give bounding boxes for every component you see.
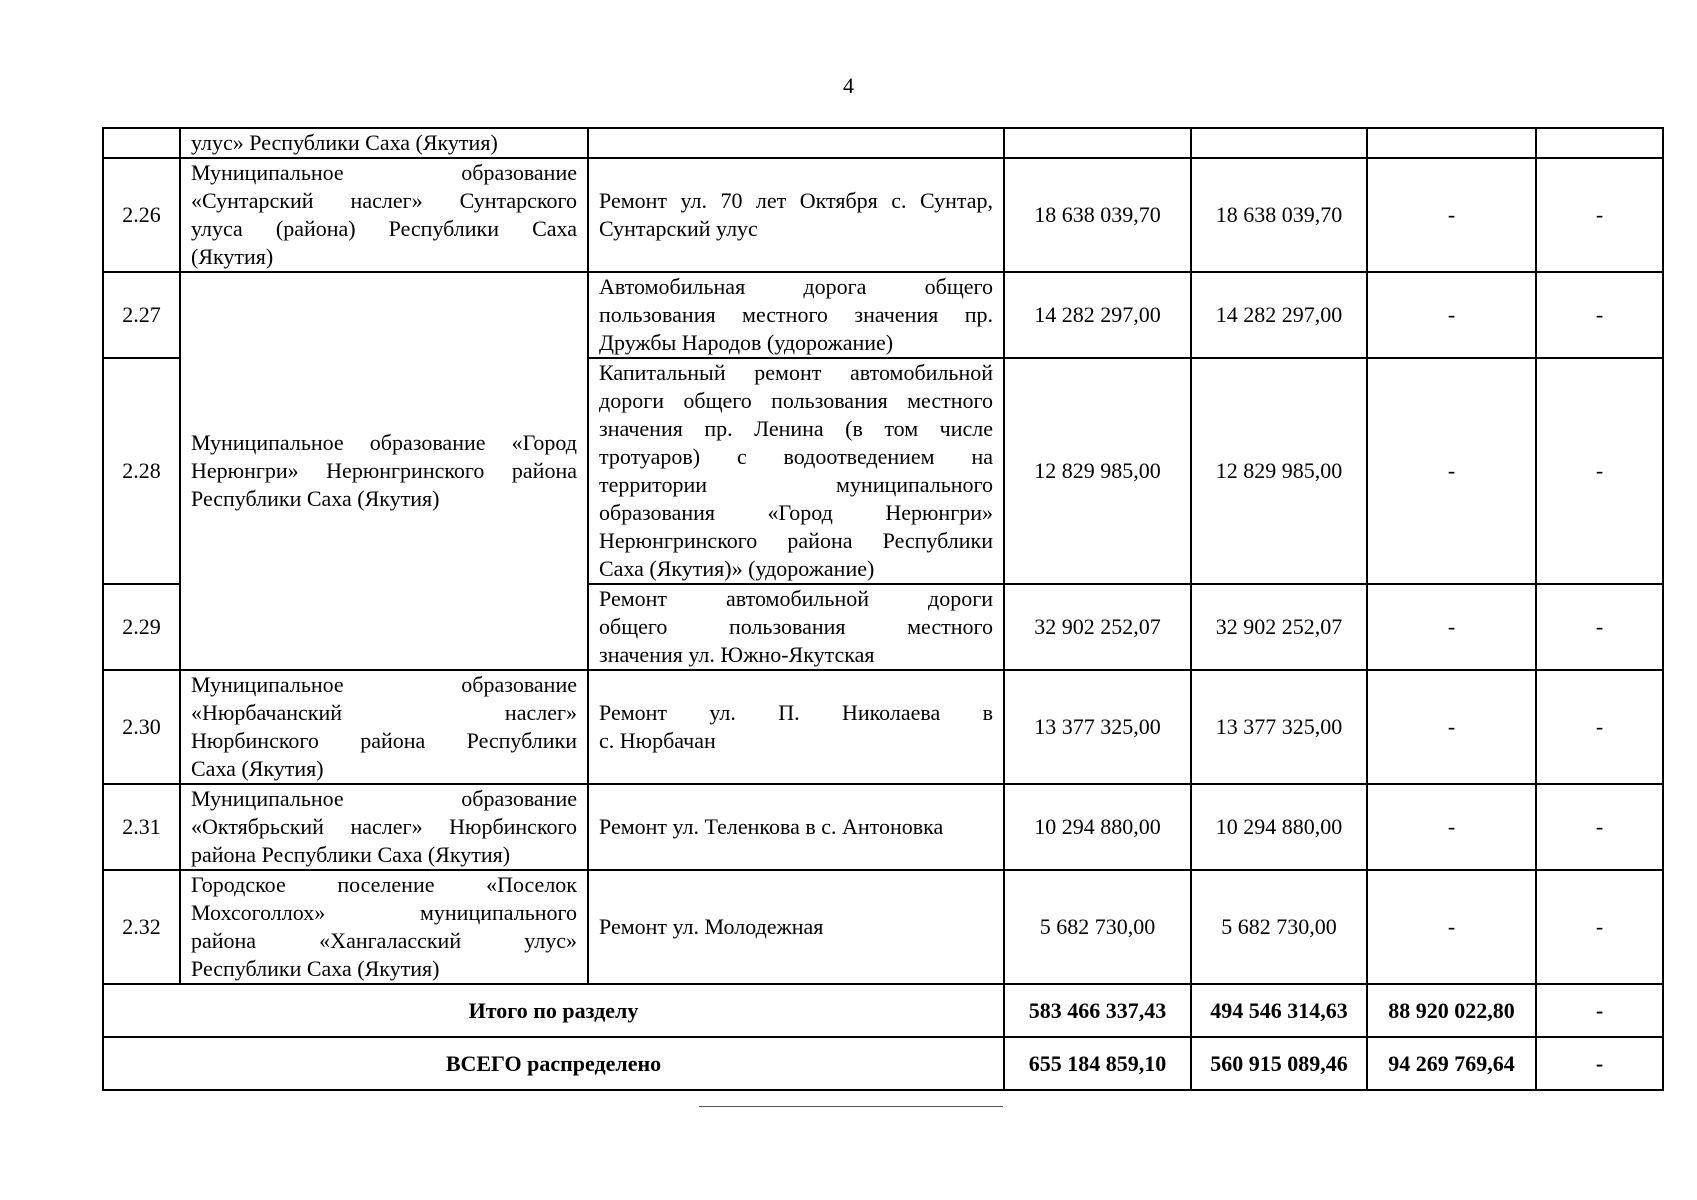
text-line: Нюрбинского района Республики	[191, 728, 577, 753]
other-amount-cell	[1536, 128, 1663, 158]
other-amount-cell: -	[1536, 784, 1663, 870]
row-number: 2.29	[103, 584, 180, 670]
row-number: 2.28	[103, 358, 180, 584]
text-line: дороги общего пользования местного	[599, 388, 993, 413]
total-amount-cell: 32 902 252,07	[1004, 584, 1191, 670]
text-line: Саха (Якутия)» (удорожание)	[599, 556, 875, 581]
regional-amount-cell: 14 282 297,00	[1191, 272, 1367, 358]
organization-cell	[180, 670, 588, 784]
total-amount-cell: 14 282 297,00	[1004, 272, 1191, 358]
text-line: пользования местного значения пр.	[599, 302, 993, 327]
regional-amount-cell: 5 682 730,00	[1191, 870, 1367, 984]
text-line: Дружбы Народов (удорожание)	[599, 330, 894, 355]
text-line: тротуаров) с водоотведением на	[599, 444, 993, 469]
text-line: Муниципальное образование	[191, 160, 577, 185]
text-line: (Якутия)	[191, 244, 274, 269]
organization-cell	[180, 158, 588, 272]
work-description-cell	[588, 272, 1004, 358]
footer-divider	[699, 1106, 1003, 1107]
text-line: Сунтарский улус	[599, 216, 758, 241]
grand-total-row	[103, 1037, 1663, 1090]
text-line: района «Хангаласский улус»	[191, 928, 577, 953]
text-line: «Нюрбачанский наслег»	[191, 700, 577, 725]
table-row	[103, 272, 1663, 358]
text-line: значения ул. Южно-Якутская	[599, 642, 875, 667]
grand-total-local: 94 269 769,64	[1367, 1037, 1536, 1090]
total-amount-cell: 12 829 985,00	[1004, 358, 1191, 584]
section-total-regional: 494 546 314,63	[1191, 984, 1367, 1037]
text-line: Ремонт автомобильной дороги	[599, 586, 993, 611]
total-amount-cell	[1004, 128, 1191, 158]
work-description-cell	[588, 128, 1004, 158]
organization-cell	[180, 128, 588, 158]
local-amount-cell: -	[1367, 358, 1536, 584]
row-number: 2.26	[103, 158, 180, 272]
local-amount-cell: -	[1367, 670, 1536, 784]
section-total-amount: 583 466 337,43	[1004, 984, 1191, 1037]
text-line: общего пользования местного	[599, 614, 993, 639]
total-amount-cell: 10 294 880,00	[1004, 784, 1191, 870]
work-description-cell	[588, 358, 1004, 584]
work-description-cell	[588, 670, 1004, 784]
text-line: Муниципальное образование «Город	[191, 430, 577, 455]
local-amount-cell: -	[1367, 870, 1536, 984]
table-row	[103, 870, 1663, 984]
table-row	[103, 158, 1663, 272]
table-row	[103, 784, 1663, 870]
local-amount-cell: -	[1367, 272, 1536, 358]
total-amount-cell: 5 682 730,00	[1004, 870, 1191, 984]
text-line: района Республики Саха (Якутия)	[191, 842, 511, 867]
regional-amount-cell: 13 377 325,00	[1191, 670, 1367, 784]
text-line: Ремонт ул. 70 лет Октября с. Сунтар,	[599, 188, 993, 213]
work-description-cell	[588, 784, 1004, 870]
text-line: Ремонт ул. П. Николаева в	[599, 700, 993, 725]
other-amount-cell: -	[1536, 358, 1663, 584]
local-amount-cell: -	[1367, 158, 1536, 272]
text-line: образования «Город Нерюнгри»	[599, 500, 993, 525]
page-number: 4	[843, 73, 854, 98]
row-number: 2.32	[103, 870, 180, 984]
organization-cell-merged	[180, 272, 588, 670]
section-total-row	[103, 984, 1663, 1037]
row-number: 2.31	[103, 784, 180, 870]
row-number: 2.30	[103, 670, 180, 784]
regional-amount-cell: 18 638 039,70	[1191, 158, 1367, 272]
section-total-other: -	[1536, 984, 1663, 1037]
text-line: территории муниципального	[599, 472, 993, 497]
text-line: Муниципальное образование	[191, 786, 577, 811]
regional-amount-cell: 32 902 252,07	[1191, 584, 1367, 670]
other-amount-cell: -	[1536, 272, 1663, 358]
text-line: Мохсоголлох» муниципального	[191, 900, 577, 925]
text-line: Нерюнгринского района Республики	[599, 528, 993, 553]
regional-amount-cell: 10 294 880,00	[1191, 784, 1367, 870]
organization-cell	[180, 784, 588, 870]
organization-cell	[180, 870, 588, 984]
other-amount-cell: -	[1536, 670, 1663, 784]
other-amount-cell: -	[1536, 870, 1663, 984]
other-amount-cell: -	[1536, 158, 1663, 272]
section-total-label: Итого по разделу	[103, 984, 1004, 1037]
row-number: 2.27	[103, 272, 180, 358]
grand-total-regional: 560 915 089,46	[1191, 1037, 1367, 1090]
regional-amount-cell: 12 829 985,00	[1191, 358, 1367, 584]
text-line: Нерюнгри» Нерюнгринского района	[191, 458, 577, 483]
regional-amount-cell	[1191, 128, 1367, 158]
text-line: Капитальный ремонт автомобильной	[599, 360, 993, 385]
grand-total-amount: 655 184 859,10	[1004, 1037, 1191, 1090]
table-row	[103, 670, 1663, 784]
grand-total-other: -	[1536, 1037, 1663, 1090]
text-line: Городское поселение «Поселок	[191, 872, 577, 897]
section-total-local: 88 920 022,80	[1367, 984, 1536, 1037]
total-amount-cell: 13 377 325,00	[1004, 670, 1191, 784]
allocation-table	[102, 127, 1664, 1091]
text-line: Автомобильная дорога общего	[599, 274, 993, 299]
local-amount-cell	[1367, 128, 1536, 158]
row-number	[103, 128, 180, 158]
total-amount-cell: 18 638 039,70	[1004, 158, 1191, 272]
text-line: Республики Саха (Якутия)	[191, 956, 440, 981]
text-line: Саха (Якутия)	[191, 756, 324, 781]
local-amount-cell: -	[1367, 584, 1536, 670]
text-line: Республики Саха (Якутия)	[191, 486, 440, 511]
other-amount-cell: -	[1536, 584, 1663, 670]
work-description-cell	[588, 870, 1004, 984]
text-line: «Сунтарский наслег» Сунтарского	[191, 188, 577, 213]
text-line: «Октябрьский наслег» Нюрбинского	[191, 814, 577, 839]
work-description-cell	[588, 158, 1004, 272]
table-row	[103, 128, 1663, 158]
work-description-cell	[588, 584, 1004, 670]
text-line: улуса (района) Республики Саха	[191, 216, 577, 241]
text-line: Ремонт ул. Молодежная	[599, 914, 824, 939]
grand-total-label: ВСЕГО распределено	[103, 1037, 1004, 1090]
local-amount-cell: -	[1367, 784, 1536, 870]
text-line: Муниципальное образование	[191, 672, 577, 697]
text-line: улус» Республики Саха (Якутия)	[191, 130, 498, 155]
text-line: Ремонт ул. Теленкова в с. Антоновка	[599, 814, 944, 839]
text-line: значения пр. Ленина (в том числе	[599, 416, 993, 441]
text-line: с. Нюрбачан	[599, 728, 716, 753]
